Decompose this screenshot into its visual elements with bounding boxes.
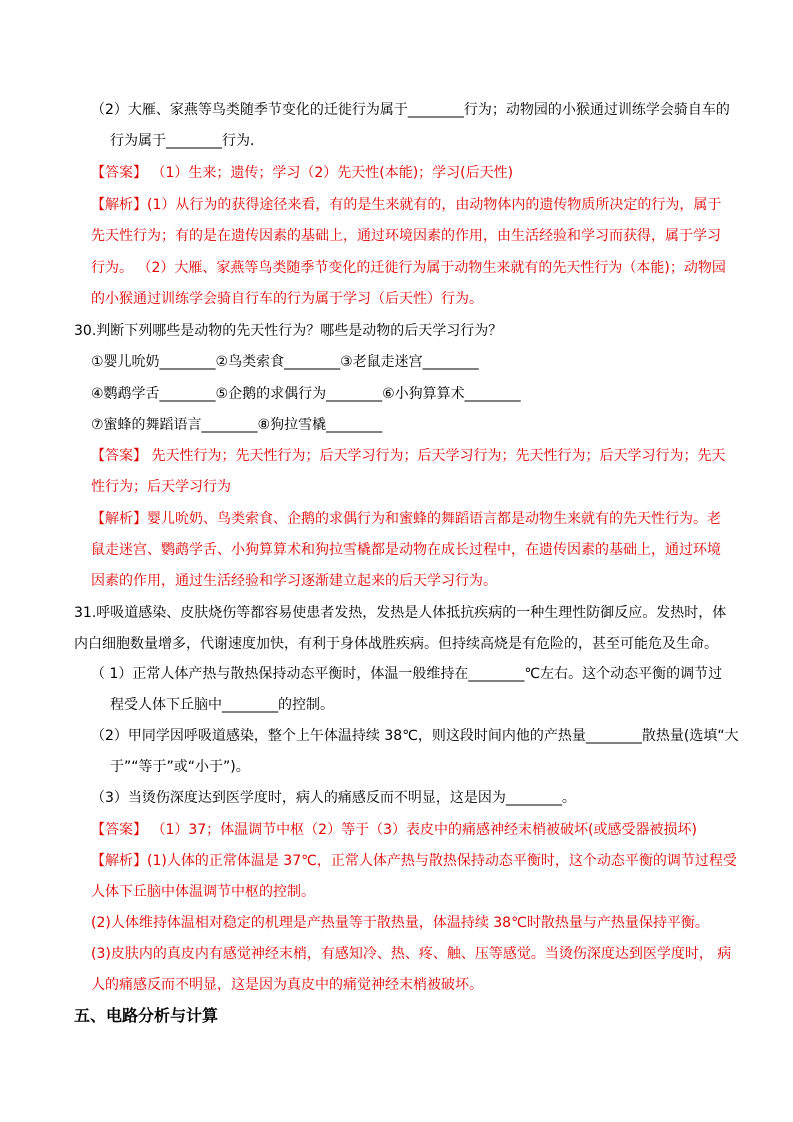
q29-analysis-line2: 先天性行为；有的是在遗传因素的基础上，通过环境因素的作用，由生活经验和学习而获得，属于学习 bbox=[91, 228, 721, 244]
q29-part2-line2: 行为属于________行为． bbox=[110, 133, 264, 149]
q31-part1-line1: （ 1）正常人体产热与散热保持动态平衡时，体温一般维持在________℃左右。这个动态平衡的调节过 bbox=[91, 666, 723, 682]
q29-analysis-line1: 【解析】(1）从行为的获得途径来看，有的是生来就有的，由动物体内的遗传物质所决定的行为，属于 bbox=[91, 197, 722, 213]
q30-analysis-line2: 鼠走迷宫、鹦鹉学舌、小狗算算术和狗拉雪橇都是动物在成长过程中，在遗传因素的基础上，通过环境 bbox=[91, 542, 721, 558]
q31-analysis-line3: (2)人体维持体温相对稳定的机理是产热量等于散热量，体温持续 38℃时散热量与产热量保持平衡。 bbox=[91, 915, 709, 931]
q30-options-row1: ①婴儿吮奶________②鸟类索食________③老鼠走迷宫________ bbox=[91, 354, 479, 370]
q30-analysis-line3: 因素的作用，通过生活经验和学习逐渐建立起来的后天学习行为。 bbox=[91, 573, 497, 589]
q29-analysis-line3: 行为。 （2）大雁、家燕等鸟类随季节变化的迁徙行为属于动物生来就有的先天性行为（本能)；动物园 bbox=[91, 260, 726, 276]
q30-answer-line1: 【答案】 先天性行为；先天性行为；后天学习行为；后天学习行为；先天性行为；后天学习行为；先天 bbox=[91, 448, 726, 464]
q31-stem-line2: 内白细胞数量增多，代谢速度加快，有利于身体战胜疾病。但持续高烧是有危险的，甚至可能危及生命。 bbox=[74, 636, 718, 652]
q30-options-row3: ⑦蜜蜂的舞蹈语言________⑧狗拉雪橇________ bbox=[91, 417, 383, 433]
q29-answer: 【答案】 （1）生来；遗传；学习（2）先天性(本能)；学习(后天性) bbox=[91, 165, 514, 181]
q29-analysis-line4: 的小猴通过训练学会骑自行车的行为属于学习（后天性）行为。 bbox=[91, 291, 483, 307]
q31-analysis-line1: 【解析】(1)人体的正常体温是 37℃，正常人体产热与散热保持动态平衡时，这个动态平衡的调节过程受 bbox=[91, 853, 737, 869]
q31-analysis-line4: (3)皮肤内的真皮内有感觉神经末梢，有感知冷、热、疼、触、压等感觉。当烫伤深度达到医学度时， 病 bbox=[91, 946, 732, 962]
section-heading: 五、电路分析与计算 bbox=[74, 1006, 219, 1025]
q30-answer-line2: 性行为；后天学习行为 bbox=[91, 479, 231, 495]
q31-part2-line2: 于”“等于”或“小于”)。 bbox=[110, 759, 250, 775]
q31-answer: 【答案】 （1）37；体温调节中枢（2）等于（3）表皮中的痛感神经末梢被破坏(或感受器被损坏) bbox=[91, 822, 697, 838]
q31-part1-line2: 程受人体下丘脑中________的控制。 bbox=[110, 697, 334, 713]
q31-stem-line1: 31.呼吸道感染、皮肤烧伤等都容易使患者发热，发热是人体抵抗疾病的一种生理性防御反应。发热时，体 bbox=[74, 605, 727, 621]
q31-part3: （3）当烫伤深度达到医学度时，病人的痛感反而不明显，这是因为________。 bbox=[91, 790, 576, 806]
q29-part2-line1: （2）大雁、家燕等鸟类随季节变化的迁徙行为属于________行为；动物园的小猴通过训练学会骑自车的 bbox=[91, 102, 730, 118]
q30-analysis-line1: 【解析】婴儿吮奶、鸟类索食、企鹅的求偶行为和蜜蜂的舞蹈语言都是动物生来就有的先天性行为。老 bbox=[91, 511, 721, 527]
q30-stem: 30.判断下列哪些是动物的先天性行为？哪些是动物的后天学习行为？ bbox=[74, 323, 503, 339]
q31-analysis-line5: 人的痛感反而不明显，这是因为真皮中的痛觉神经末梢被破坏。 bbox=[91, 977, 483, 993]
q31-part2-line1: （2）甲同学因呼吸道感染，整个上午体温持续 38℃，则这段时间内他的产热量________散热量(选填“大 bbox=[91, 728, 739, 744]
q30-options-row2: ④鹦鹉学舌________⑤企鹅的求偶行为________⑥小狗算算术________ bbox=[91, 386, 521, 402]
q31-analysis-line2: 人体下丘脑中体温调节中枢的控制。 bbox=[91, 884, 315, 900]
